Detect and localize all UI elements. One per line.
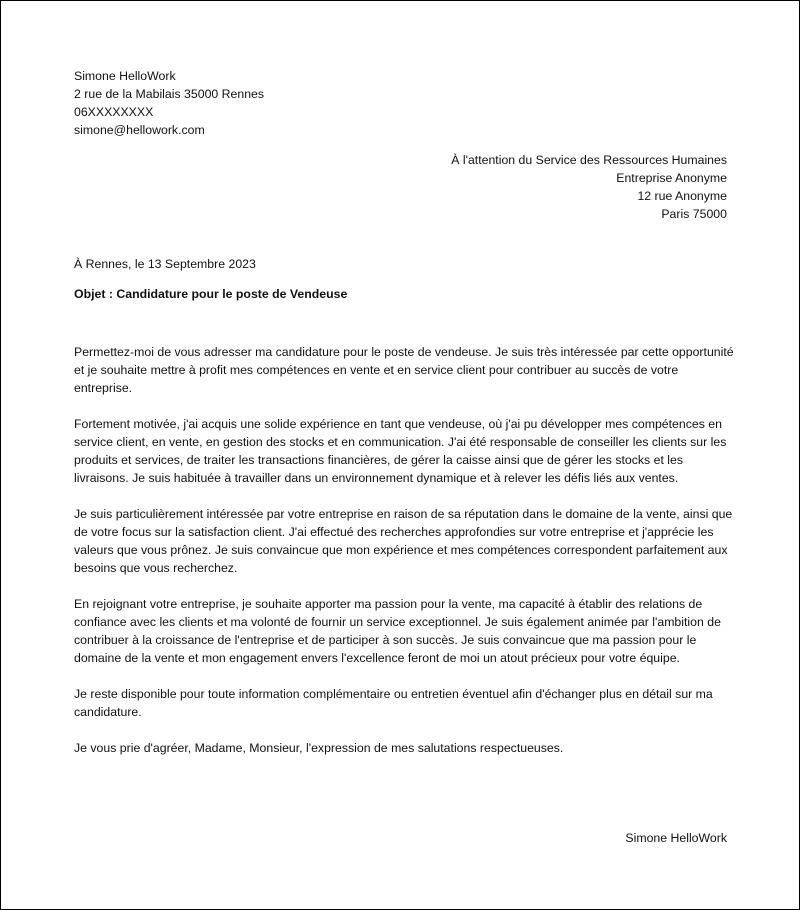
sender-address: 2 rue de la Mabilais 35000 Rennes (74, 87, 265, 101)
sender-block (74, 67, 264, 139)
recipient-block (451, 151, 727, 223)
body-paragraph: Je suis particulièrement intéressée par votre entreprise en raison de sa réputation dans le domaine de la vente, ainsi que de votre focus sur la satisfaction client. J'ai effectué des recherches approfondies sur votre entreprise et j'apprécie les valeurs que vous prônez. Je suis convaincue que mon expérience et mes compétences correspondent parfaitement aux besoins que vous recherchez. (74, 507, 733, 575)
body-paragraph: Permettez-moi de vous adresser ma candidature pour le poste de vendeuse. Je suis très intéressée par cette opportunité et je souhaite mettre à profit mes compétences en vente et en service client pour contribuer au succès de votre entreprise. (74, 345, 734, 395)
body-paragraph: En rejoignant votre entreprise, je souhaite apporter ma passion pour la vente, ma capacité à établir des relations de confiance avec les clients et ma volonté de fournir un service exceptionnel. Je suis également animée par l'ambition de contribuer à la croissance de l'entreprise et de participer à son succès. Je suis convaincue que ma passion pour le domaine de la vente et mon engagement envers l'excellence feront de moi un atout précieux pour votre équipe. (74, 597, 721, 665)
letter-body (74, 343, 734, 775)
closing-paragraph: Je vous prie d'agréer, Madame, Monsieur, l'expression de mes salutations respectueuses. (74, 741, 564, 755)
sender-phone: 06XXXXXXXX (74, 105, 154, 119)
sender-name: Simone HelloWork (74, 69, 176, 83)
body-paragraph: Je reste disponible pour toute information complémentaire ou entretien éventuel afin d'échanger plus en détail sur ma candidature. (74, 687, 713, 719)
recipient-city: Paris 75000 (661, 207, 727, 221)
date-line: À Rennes, le 13 Septembre 2023 (74, 257, 256, 271)
body-paragraph: Fortement motivée, j'ai acquis une solide expérience en tant que vendeuse, où j'ai pu développer mes compétences en service client, en vente, en gestion des stocks et en communication. J'ai été responsable de conseiller les clients sur les produits et services, de traiter les transactions financières, de gérer la caisse ainsi que de gérer les stocks et les livraisons. Je suis habituée à travailler dans un environnement dynamique et à relever les défis liés aux ventes. (74, 417, 727, 485)
subject-line: Objet : Candidature pour le poste de Vendeuse (74, 287, 348, 301)
recipient-attention: À l'attention du Service des Ressources Humaines (451, 153, 727, 167)
recipient-street: 12 rue Anonyme (637, 189, 727, 203)
sender-email: simone@hellowork.com (74, 123, 205, 137)
recipient-company: Entreprise Anonyme (616, 171, 727, 185)
signature: Simone HelloWork (625, 831, 727, 845)
